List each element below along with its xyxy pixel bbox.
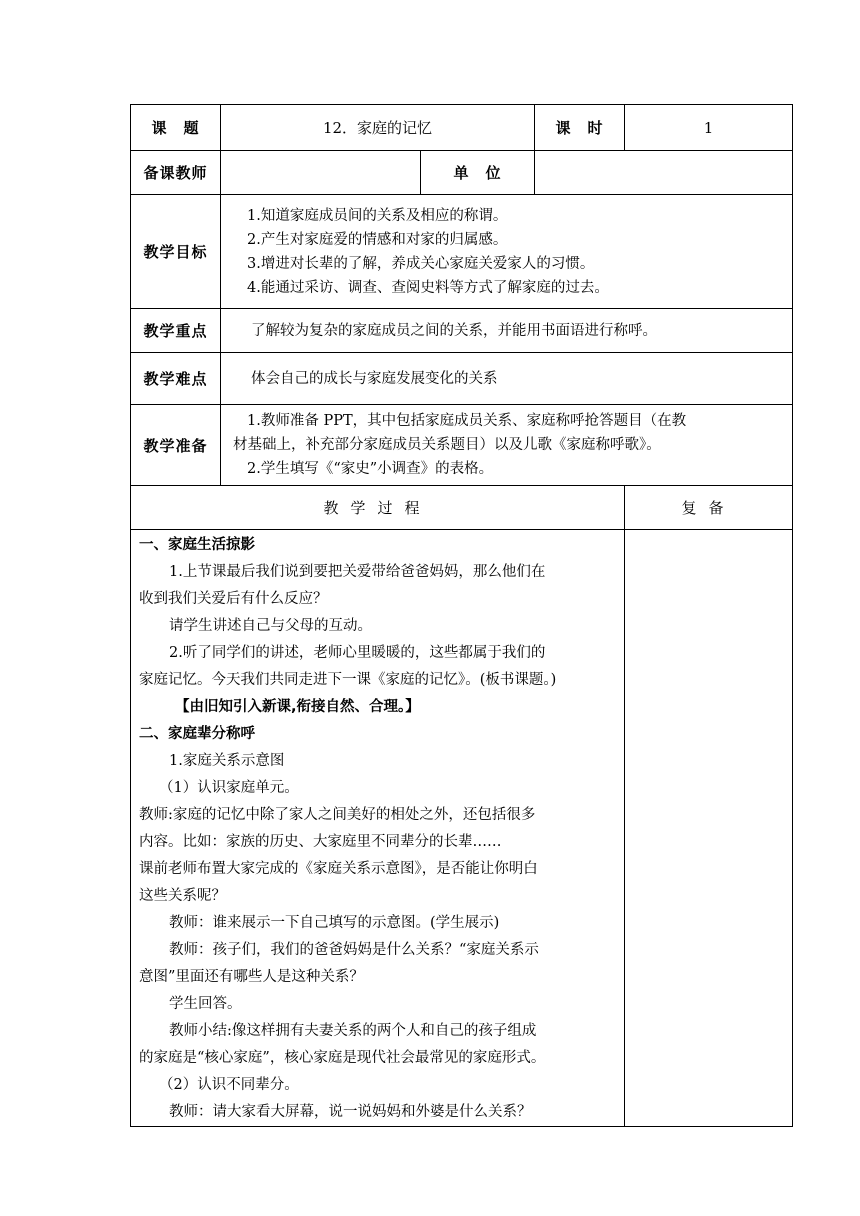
process-line: 教师：谁来展示一下自己填写的示意图。(学生展示) xyxy=(169,915,500,931)
difficulties-row xyxy=(131,353,793,405)
preparation-content xyxy=(221,405,793,486)
section-heading: 一、家庭生活掠影 xyxy=(139,537,255,553)
period-label: 课 时 xyxy=(535,105,625,151)
process-line: 教师：请大家看大屏幕，说一说妈妈和外婆是什么关系？ xyxy=(169,1104,532,1120)
process-line: 的家庭是“核心家庭”，核心家庭是现代社会最常见的家庭形式。 xyxy=(139,1050,546,1066)
teacher-row xyxy=(131,151,793,195)
key-points-row xyxy=(131,309,793,353)
process-header-row xyxy=(131,486,793,530)
goal-item: 2.产生对家庭爱的情感和对家的归属感。 xyxy=(247,231,508,248)
process-line: 这些关系呢？ xyxy=(139,888,226,904)
goal-item: 3.增进对长辈的了解，养成关心家庭关爱家人的习惯。 xyxy=(247,255,595,272)
unit-label: 单 位 xyxy=(421,151,535,195)
teacher-value xyxy=(221,151,421,195)
goal-item: 1.知道家庭成员间的关系及相应的称谓。 xyxy=(247,207,508,224)
process-note: 【由旧知引入新课,衔接自然、合理。】 xyxy=(175,699,420,715)
teacher-label: 备课教师 xyxy=(131,151,221,195)
preparation-line: 2.学生填写《“家史”小调查》的表格。 xyxy=(247,461,494,477)
difficulties-label: 教学难点 xyxy=(131,353,221,405)
difficulties-content xyxy=(221,353,793,405)
preparation-row xyxy=(131,405,793,486)
process-line: （1）认识家庭单元。 xyxy=(159,780,299,796)
difficulties-text: 体会自己的成长与家庭发展变化的关系 xyxy=(251,370,498,387)
key-points-text: 了解较为复杂的家庭成员之间的关系，并能用书面语进行称呼。 xyxy=(251,322,657,339)
process-line: 教师:家庭的记忆中除了家人之间美好的相处之外，还包括很多 xyxy=(139,807,536,823)
preparation-line: 1.教师准备 PPT，其中包括家庭成员关系、家庭称呼抢答题目（在教 xyxy=(247,413,687,429)
topic-label: 课 题 xyxy=(131,105,221,151)
goals-row xyxy=(131,195,793,309)
process-line: 学生回答。 xyxy=(169,996,242,1012)
process-line: 收到我们关爱后有什么反应？ xyxy=(139,591,328,607)
process-line: 内容。比如：家族的历史、大家庭里不同辈分的长辈…… xyxy=(139,834,502,850)
process-line: 教师小结:像这样拥有夫妻关系的两个人和自己的孩子组成 xyxy=(169,1023,537,1039)
preparation-label: 教学准备 xyxy=(131,405,221,486)
key-points-content xyxy=(221,309,793,353)
process-row xyxy=(131,530,793,1127)
section-heading: 二、家庭辈分称呼 xyxy=(139,726,255,742)
preparation-line: 材基础上，补充部分家庭成员关系题目）以及儿歌《家庭称呼歌》。 xyxy=(233,437,661,453)
process-line: 1.上节课最后我们说到要把关爱带给爸爸妈妈，那么他们在 xyxy=(169,564,546,580)
process-line: 课前老师布置大家完成的《家庭关系示意图》，是否能让你明白 xyxy=(139,861,538,877)
review-content xyxy=(625,530,793,1127)
process-line: 意图”里面还有哪些人是这种关系？ xyxy=(139,969,364,985)
process-line: 2.听了同学们的讲述，老师心里暖暖的，这些都属于我们的 xyxy=(169,645,546,661)
goals-label: 教学目标 xyxy=(131,195,221,309)
process-header: 教学过程 xyxy=(131,486,625,530)
process-line: 请学生讲述自己与父母的互动。 xyxy=(169,618,372,634)
topic-row xyxy=(131,105,793,151)
goals-content xyxy=(221,195,793,309)
review-header: 复备 xyxy=(625,486,793,530)
process-line: （2）认识不同辈分。 xyxy=(159,1077,299,1093)
key-points-label: 教学重点 xyxy=(131,309,221,353)
unit-value xyxy=(535,151,793,195)
goal-item: 4.能通过采访、调查、查阅史料等方式了解家庭的过去。 xyxy=(247,279,609,296)
process-line: 家庭记忆。今天我们共同走进下一课《家庭的记忆》。(板书课题。) xyxy=(139,672,557,688)
process-content xyxy=(131,530,625,1127)
period-value: 1 xyxy=(625,105,793,151)
lesson-plan-table xyxy=(130,104,793,1127)
process-line: 1.家庭关系示意图 xyxy=(169,753,285,769)
process-line: 教师：孩子们，我们的爸爸妈妈是什么关系？“家庭关系示 xyxy=(169,942,539,958)
topic-value: 12．家庭的记忆 xyxy=(221,105,535,151)
